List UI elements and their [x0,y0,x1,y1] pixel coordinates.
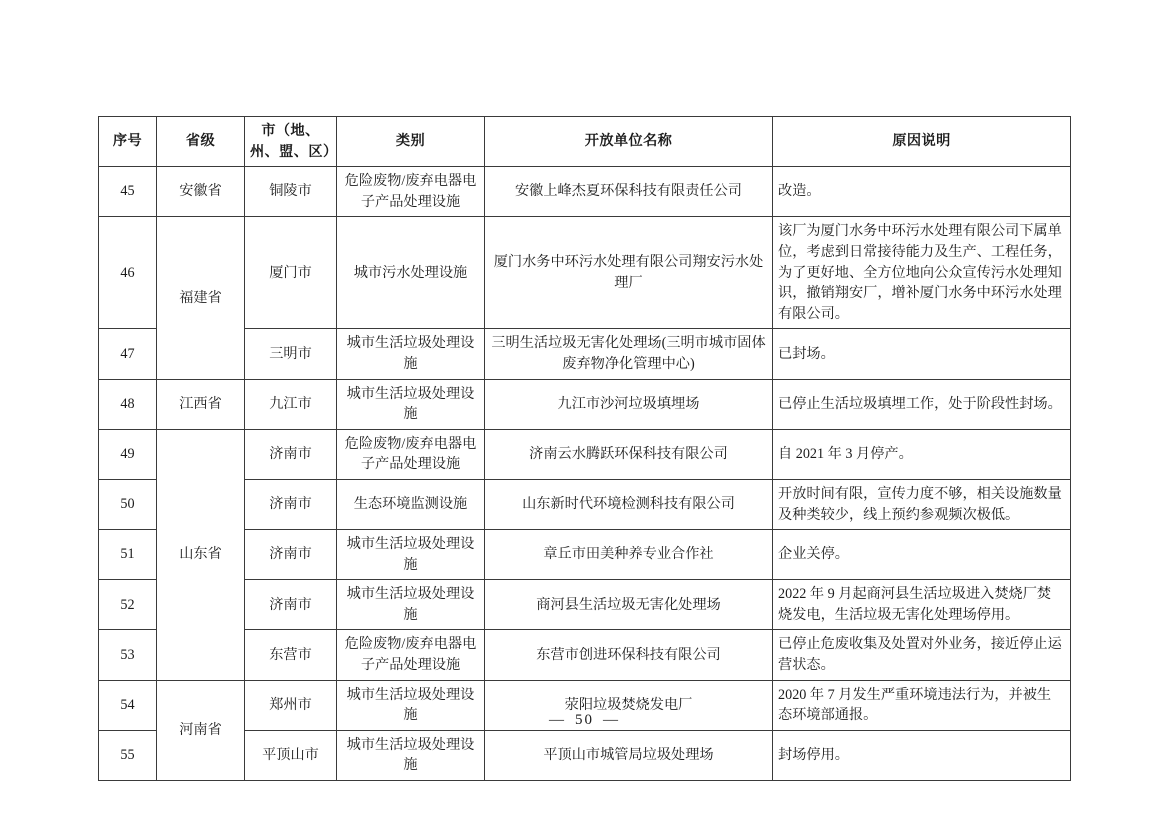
cell-reason: 已停止生活垃圾填埋工作，处于阶段性封场。 [773,379,1071,429]
cell-unit-name: 三明生活垃圾无害化处理场(三明市城市固体废弃物净化管理中心) [485,329,773,379]
table-header [99,117,1071,167]
open-facilities-table [98,116,1071,781]
cell-index: 48 [99,379,157,429]
page-number: 50 [575,712,594,728]
cell-reason: 改造。 [773,167,1071,217]
cell-city: 济南市 [245,479,337,529]
table-row [99,630,1071,680]
cell-city: 济南市 [245,580,337,630]
column-header-reason: 原因说明 [773,117,1071,167]
table-row [99,429,1071,479]
cell-index: 51 [99,530,157,580]
cell-index: 54 [99,680,157,730]
cell-index: 46 [99,217,157,329]
cell-city: 九江市 [245,379,337,429]
cell-category: 城市生活垃圾处理设施 [337,379,485,429]
cell-index: 52 [99,580,157,630]
footer-dash-left: — [549,712,566,728]
cell-category: 城市生活垃圾处理设施 [337,580,485,630]
cell-city: 三明市 [245,329,337,379]
table-row [99,730,1071,780]
cell-category: 城市生活垃圾处理设施 [337,530,485,580]
table-row [99,217,1071,329]
cell-category: 危险废物/废弃电器电子产品处理设施 [337,167,485,217]
column-header-unit-name: 开放单位名称 [485,117,773,167]
open-facilities-table-container [98,116,1070,781]
table-row [99,167,1071,217]
cell-category: 危险废物/废弃电器电子产品处理设施 [337,630,485,680]
cell-city: 济南市 [245,530,337,580]
table-header-row [99,117,1071,167]
cell-index: 49 [99,429,157,479]
cell-index: 45 [99,167,157,217]
cell-city: 济南市 [245,429,337,479]
cell-reason: 已停止危废收集及处置对外业务，接近停止运营状态。 [773,630,1071,680]
cell-reason: 2020 年 7 月发生严重环境违法行为，并被生态环境部通报。 [773,680,1071,730]
cell-unit-name: 山东新时代环境检测科技有限公司 [485,479,773,529]
cell-unit-name: 荥阳垃圾焚烧发电厂 [485,680,773,730]
cell-category: 危险废物/废弃电器电子产品处理设施 [337,429,485,479]
footer-dash-right: — [603,712,620,728]
cell-city: 平顶山市 [245,730,337,780]
column-header-category: 类别 [337,117,485,167]
column-header-index: 序号 [99,117,157,167]
cell-unit-name: 厦门水务中环污水处理有限公司翔安污水处理厂 [485,217,773,329]
cell-reason: 自 2021 年 3 月停产。 [773,429,1071,479]
cell-index: 50 [99,479,157,529]
cell-unit-name: 平顶山市城管局垃圾处理场 [485,730,773,780]
table-row [99,580,1071,630]
cell-category: 生态环境监测设施 [337,479,485,529]
cell-city: 铜陵市 [245,167,337,217]
page-footer [0,712,1169,729]
cell-reason: 已封场。 [773,329,1071,379]
table-body [99,167,1071,781]
cell-unit-name: 东营市创进环保科技有限公司 [485,630,773,680]
cell-province: 安徽省 [157,167,245,217]
table-row [99,329,1071,379]
cell-city: 郑州市 [245,680,337,730]
cell-city: 东营市 [245,630,337,680]
cell-category: 城市污水处理设施 [337,217,485,329]
table-row [99,379,1071,429]
cell-index: 53 [99,630,157,680]
cell-index: 47 [99,329,157,379]
cell-unit-name: 商河县生活垃圾无害化处理场 [485,580,773,630]
cell-province-merged: 福建省 [157,217,245,379]
cell-index: 55 [99,730,157,780]
cell-province-merged: 河南省 [157,680,245,780]
table-row [99,530,1071,580]
cell-reason: 该厂为厦门水务中环污水处理有限公司下属单位，考虑到日常接待能力及生产、工程任务，为了更好地、全方位地向公众宣传污水处理知识，撤销翔安厂，增补厦门水务中环污水处理有限公司。 [773,217,1071,329]
column-header-province: 省级 [157,117,245,167]
cell-province-merged: 山东省 [157,429,245,680]
cell-unit-name: 安徽上峰杰夏环保科技有限责任公司 [485,167,773,217]
cell-unit-name: 章丘市田美种养专业合作社 [485,530,773,580]
cell-category: 城市生活垃圾处理设施 [337,680,485,730]
table-row [99,479,1071,529]
cell-reason: 2022 年 9 月起商河县生活垃圾进入焚烧厂焚烧发电，生活垃圾无害化处理场停用。 [773,580,1071,630]
cell-reason: 开放时间有限，宣传力度不够，相关设施数量及种类较少，线上预约参观频次极低。 [773,479,1071,529]
cell-province: 江西省 [157,379,245,429]
cell-reason: 企业关停。 [773,530,1071,580]
cell-reason: 封场停用。 [773,730,1071,780]
cell-unit-name: 九江市沙河垃圾填埋场 [485,379,773,429]
cell-category: 城市生活垃圾处理设施 [337,329,485,379]
cell-city: 厦门市 [245,217,337,329]
cell-category: 城市生活垃圾处理设施 [337,730,485,780]
column-header-city: 市（地、州、盟、区） [245,117,337,167]
cell-unit-name: 济南云水腾跃环保科技有限公司 [485,429,773,479]
